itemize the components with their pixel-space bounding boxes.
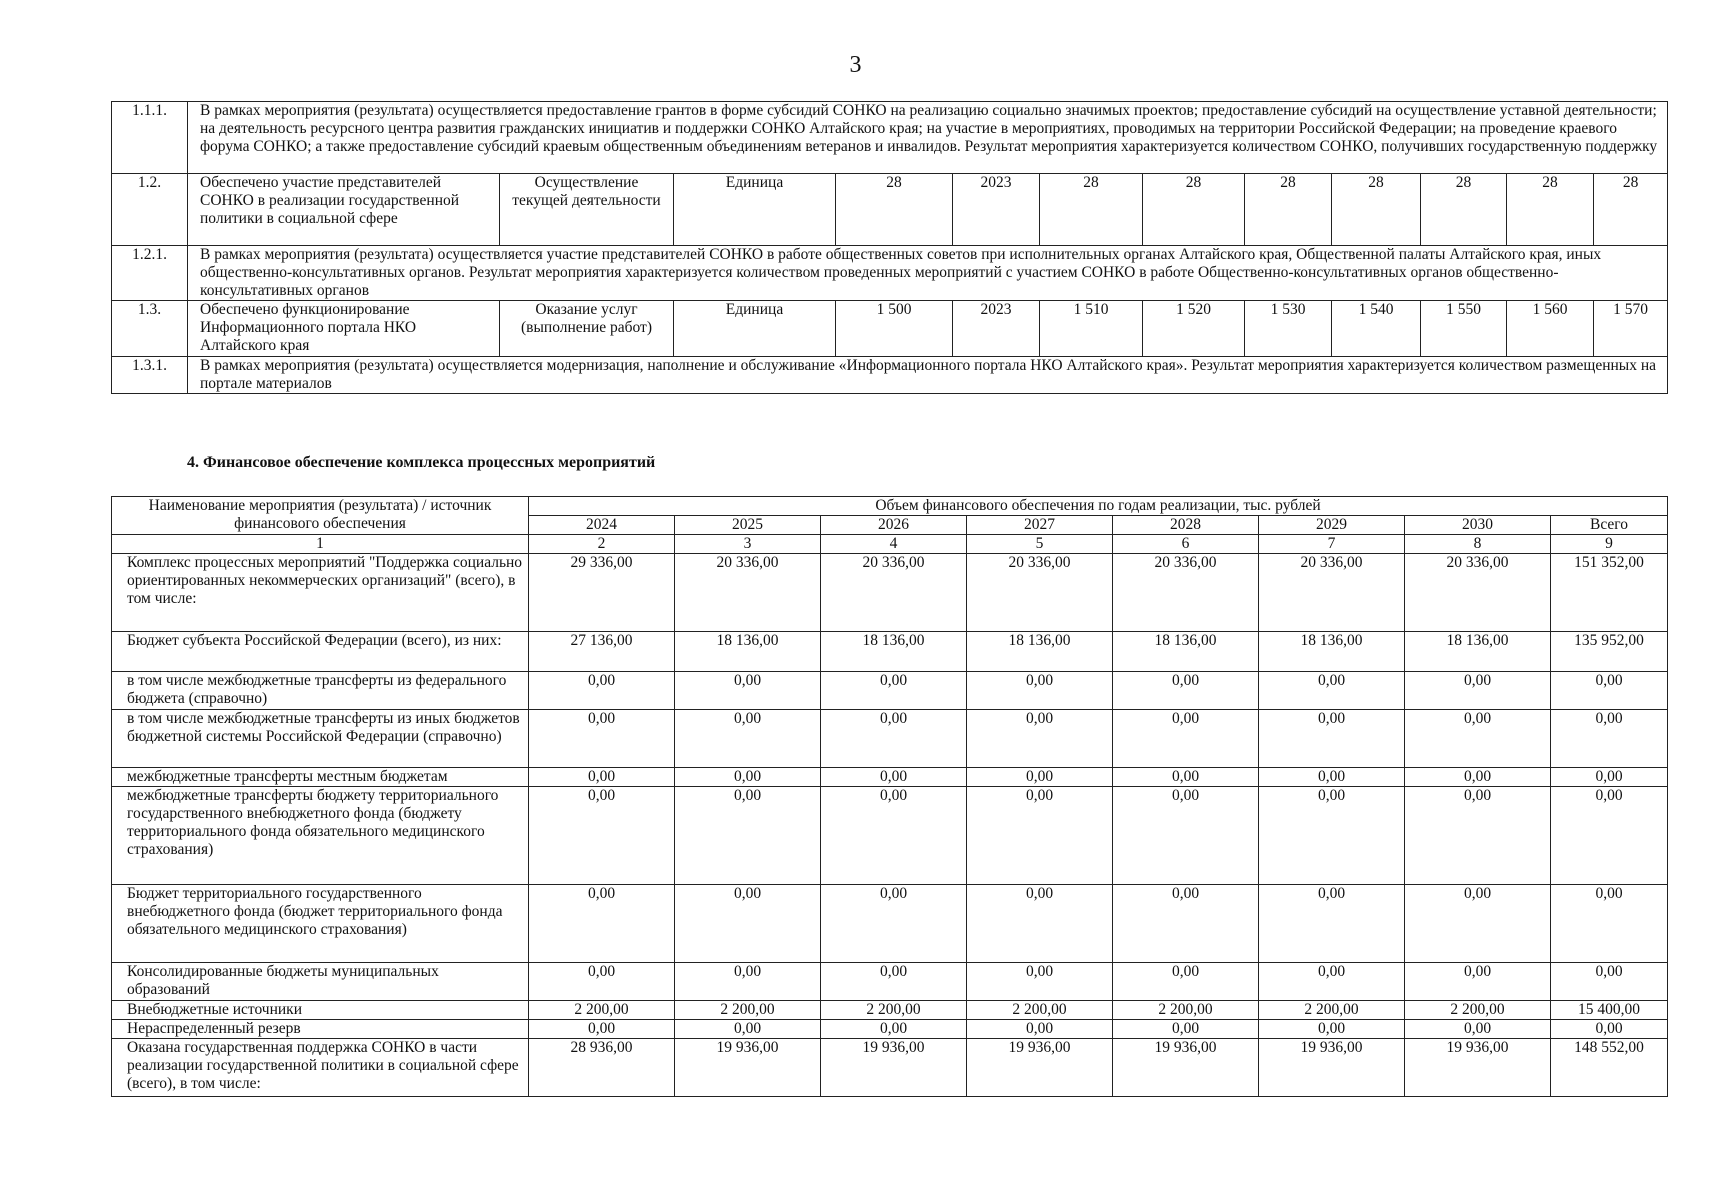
- finance-row: [112, 768, 1668, 787]
- finance-value: 0,00: [529, 710, 675, 768]
- finance-value: 28 936,00: [529, 1039, 675, 1097]
- base-value: 28: [836, 174, 953, 246]
- column-number: 7: [1259, 535, 1405, 554]
- result-type: Осуществление текущей деятельности: [500, 174, 674, 246]
- column-number: 3: [675, 535, 821, 554]
- finance-value: 2 200,00: [1405, 1001, 1551, 1020]
- finance-value: 0,00: [1405, 1020, 1551, 1039]
- finance-value: 0,00: [1551, 787, 1668, 885]
- finance-value: 0,00: [1113, 768, 1259, 787]
- row-description: В рамках мероприятия (результата) осуществляется предоставление грантов в форме субсидий СОНКО на реализацию социально значимых проектов; предоставление субсидий на осуществление уставной деятельности; на деятельность ресурсного центра развития гражданских инициатив и поддержки СОНКО Алтайского края; на участие в мероприятиях, проводимых на территории Российской Федерации; на проведение краевого форума СОНКО; а также предоставление субсидий краевым общественным объединениям ветеранов и инвалидов. Результат мероприятия характеризуется количеством СОНКО, получивших государственную поддержку: [188, 102, 1668, 174]
- year-value: 1 510: [1040, 301, 1143, 357]
- finance-value: 0,00: [1113, 963, 1259, 1001]
- finance-value: 0,00: [1405, 885, 1551, 963]
- finance-row-name: Оказана государственная поддержка СОНКО в части реализации государственной политики в социальной сфере (всего), в том числе:: [112, 1039, 529, 1097]
- finance-value: 19 936,00: [1405, 1039, 1551, 1097]
- finance-value: 0,00: [1113, 1020, 1259, 1039]
- year-value: 1 570: [1594, 301, 1668, 357]
- year-value: 1 560: [1507, 301, 1594, 357]
- finance-value: 0,00: [1551, 768, 1668, 787]
- result-name: Обеспечено функционирование Информационного портала НКО Алтайского края: [188, 301, 500, 357]
- finance-value: 2 200,00: [529, 1001, 675, 1020]
- column-number: 9: [1551, 535, 1668, 554]
- row-number: 1.2.: [112, 174, 188, 246]
- finance-value: 0,00: [821, 963, 967, 1001]
- column-number: 1: [112, 535, 529, 554]
- header-year: 2024: [529, 516, 675, 535]
- header-year: 2028: [1113, 516, 1259, 535]
- section-title: 4. Финансовое обеспечение комплекса процессных мероприятий: [187, 454, 656, 471]
- result-name: Обеспечено участие представителей СОНКО в реализации государственной политики в социальной сфере: [188, 174, 500, 246]
- finance-value: 18 136,00: [1405, 632, 1551, 672]
- result-unit: Единица: [674, 174, 836, 246]
- column-number: 4: [821, 535, 967, 554]
- finance-value: 0,00: [1551, 963, 1668, 1001]
- finance-row-name: межбюджетные трансферты местным бюджетам: [112, 768, 529, 787]
- year-value: 28: [1507, 174, 1594, 246]
- finance-value: 2 200,00: [967, 1001, 1113, 1020]
- finance-value: 18 136,00: [675, 632, 821, 672]
- finance-value: 2 200,00: [1113, 1001, 1259, 1020]
- finance-value: 0,00: [1259, 710, 1405, 768]
- finance-row: [112, 672, 1668, 710]
- finance-value: 151 352,00: [1551, 554, 1668, 632]
- finance-value: 0,00: [529, 963, 675, 1001]
- header-year: 2026: [821, 516, 967, 535]
- finance-value: 20 336,00: [1405, 554, 1551, 632]
- finance-value: 0,00: [1259, 885, 1405, 963]
- finance-value: 18 136,00: [821, 632, 967, 672]
- column-numbers-row: [112, 535, 1668, 554]
- column-number: 5: [967, 535, 1113, 554]
- finance-value: 0,00: [675, 1020, 821, 1039]
- year-value: 28: [1040, 174, 1143, 246]
- result-row: [112, 246, 1668, 301]
- finance-row: [112, 963, 1668, 1001]
- finance-value: 0,00: [1551, 672, 1668, 710]
- header-row-1: [112, 497, 1668, 516]
- finance-value: 0,00: [1259, 963, 1405, 1001]
- finance-value: 0,00: [675, 710, 821, 768]
- header-volume: Объем финансового обеспечения по годам реализации, тыс. рублей: [529, 497, 1668, 516]
- row-description: В рамках мероприятия (результата) осуществляется модернизация, наполнение и обслуживание «Информационного портала НКО Алтайского края». Результат мероприятия характеризуется количеством размещенных на портале материалов: [188, 357, 1668, 394]
- column-number: 2: [529, 535, 675, 554]
- finance-value: 148 552,00: [1551, 1039, 1668, 1097]
- header-year: 2027: [967, 516, 1113, 535]
- finance-value: 0,00: [1405, 672, 1551, 710]
- finance-row: [112, 710, 1668, 768]
- finance-value: 0,00: [1259, 1020, 1405, 1039]
- finance-value: 0,00: [529, 885, 675, 963]
- result-row: [112, 174, 1668, 246]
- finance-row-name: Бюджет территориального государственного внебюджетного фонда (бюджет территориального фонда обязательного медицинского страхования): [112, 885, 529, 963]
- finance-value: 0,00: [1113, 885, 1259, 963]
- finance-value: 2 200,00: [1259, 1001, 1405, 1020]
- header-year: 2025: [675, 516, 821, 535]
- finance-value: 0,00: [967, 885, 1113, 963]
- finance-value: 20 336,00: [967, 554, 1113, 632]
- finance-value: 15 400,00: [1551, 1001, 1668, 1020]
- result-row: [112, 301, 1668, 357]
- finance-row-name: Бюджет субъекта Российской Федерации (всего), из них:: [112, 632, 529, 672]
- finance-value: 2 200,00: [821, 1001, 967, 1020]
- finance-value: 0,00: [1405, 963, 1551, 1001]
- finance-value: 0,00: [675, 768, 821, 787]
- header-year: Всего: [1551, 516, 1668, 535]
- row-number: 1.1.1.: [112, 102, 188, 174]
- header-year: 2030: [1405, 516, 1551, 535]
- finance-value: 0,00: [675, 787, 821, 885]
- finance-value: 0,00: [1551, 885, 1668, 963]
- finance-value: 0,00: [967, 787, 1113, 885]
- finance-value: 0,00: [1113, 672, 1259, 710]
- row-number: 1.3.: [112, 301, 188, 357]
- year-value: 28: [1143, 174, 1245, 246]
- finance-value: 18 136,00: [1259, 632, 1405, 672]
- result-row: [112, 102, 1668, 174]
- finance-value: 20 336,00: [1259, 554, 1405, 632]
- year-value: 1 520: [1143, 301, 1245, 357]
- finance-value: 18 136,00: [967, 632, 1113, 672]
- finance-value: 19 936,00: [1259, 1039, 1405, 1097]
- finance-row: [112, 1020, 1668, 1039]
- finance-value: 2 200,00: [675, 1001, 821, 1020]
- finance-value: 0,00: [821, 1020, 967, 1039]
- year-value: 1 540: [1332, 301, 1421, 357]
- finance-value: 20 336,00: [1113, 554, 1259, 632]
- finance-row: [112, 885, 1668, 963]
- finance-value: 0,00: [1551, 710, 1668, 768]
- finance-value: 0,00: [675, 885, 821, 963]
- finance-value: 0,00: [1405, 710, 1551, 768]
- finance-value: 0,00: [1113, 710, 1259, 768]
- finance-row: [112, 787, 1668, 885]
- finance-value: 18 136,00: [1113, 632, 1259, 672]
- finance-value: 19 936,00: [967, 1039, 1113, 1097]
- header-year: 2029: [1259, 516, 1405, 535]
- finance-value: 0,00: [529, 672, 675, 710]
- year-value: 1 550: [1421, 301, 1507, 357]
- finance-value: 0,00: [529, 768, 675, 787]
- finance-row-name: Нераспределенный резерв: [112, 1020, 529, 1039]
- finance-row: [112, 1039, 1668, 1097]
- finance-row: [112, 554, 1668, 632]
- row-description: В рамках мероприятия (результата) осуществляется участие представителей СОНКО в работе общественных советов при исполнительных органах Алтайского края, Общественной палаты Алтайского края, иных общественно-консультативных органов. Результат мероприятия характеризуется количеством проведенных мероприятий с участием СОНКО в работе Общественно-консультативных органов общественно-консультативных органов: [188, 246, 1668, 301]
- finance-row-name: Комплекс процессных мероприятий "Поддержка социально ориентированных некоммерческих организаций" (всего), в том числе:: [112, 554, 529, 632]
- finance-row: [112, 1001, 1668, 1020]
- row-number: 1.2.1.: [112, 246, 188, 301]
- base-year: 2023: [953, 174, 1040, 246]
- finance-row-name: в том числе межбюджетные трансферты из иных бюджетов бюджетной системы Российской Федерации (справочно): [112, 710, 529, 768]
- finance-value: 0,00: [967, 710, 1113, 768]
- finance-value: 29 336,00: [529, 554, 675, 632]
- column-number: 8: [1405, 535, 1551, 554]
- result-type: Оказание услуг (выполнение работ): [500, 301, 674, 357]
- finance-value: 0,00: [967, 963, 1113, 1001]
- finance-value: 19 936,00: [821, 1039, 967, 1097]
- finance-value: 0,00: [529, 787, 675, 885]
- finance-value: 27 136,00: [529, 632, 675, 672]
- results-table: [111, 101, 1668, 394]
- year-value: 28: [1594, 174, 1668, 246]
- base-year: 2023: [953, 301, 1040, 357]
- row-number: 1.3.1.: [112, 357, 188, 394]
- finance-value: 20 336,00: [675, 554, 821, 632]
- finance-value: 0,00: [821, 710, 967, 768]
- finance-value: 0,00: [967, 1020, 1113, 1039]
- finance-value: 0,00: [967, 768, 1113, 787]
- year-value: 1 530: [1245, 301, 1332, 357]
- finance-value: 0,00: [529, 1020, 675, 1039]
- finance-value: 0,00: [1551, 1020, 1668, 1039]
- finance-row-name: Внебюджетные источники: [112, 1001, 529, 1020]
- finance-row-name: в том числе межбюджетные трансферты из федерального бюджета (справочно): [112, 672, 529, 710]
- finance-row-name: Консолидированные бюджеты муниципальных образований: [112, 963, 529, 1001]
- year-value: 28: [1332, 174, 1421, 246]
- finance-value: 0,00: [821, 672, 967, 710]
- finance-value: 0,00: [1259, 787, 1405, 885]
- finance-value: 135 952,00: [1551, 632, 1668, 672]
- column-number: 6: [1113, 535, 1259, 554]
- finance-value: 0,00: [821, 885, 967, 963]
- finance-value: 0,00: [675, 963, 821, 1001]
- year-value: 28: [1245, 174, 1332, 246]
- finance-row: [112, 632, 1668, 672]
- finance-value: 0,00: [1259, 768, 1405, 787]
- result-unit: Единица: [674, 301, 836, 357]
- finance-value: 19 936,00: [1113, 1039, 1259, 1097]
- page-number: 3: [849, 52, 862, 78]
- result-row: [112, 357, 1668, 394]
- finance-value: 0,00: [967, 672, 1113, 710]
- finance-value: 0,00: [1405, 768, 1551, 787]
- finance-value: 0,00: [1113, 787, 1259, 885]
- finance-value: 0,00: [1405, 787, 1551, 885]
- year-value: 28: [1421, 174, 1507, 246]
- finance-row-name: межбюджетные трансферты бюджету территориального государственного внебюджетного фонда (бюджету территориального фонда обязательного медицинского страхования): [112, 787, 529, 885]
- finance-table: [111, 496, 1668, 1097]
- finance-value: 0,00: [1259, 672, 1405, 710]
- finance-value: 19 936,00: [675, 1039, 821, 1097]
- header-name: Наименование мероприятия (результата) / источник финансового обеспечения: [112, 497, 529, 535]
- base-value: 1 500: [836, 301, 953, 357]
- finance-value: 0,00: [821, 787, 967, 885]
- finance-value: 20 336,00: [821, 554, 967, 632]
- finance-value: 0,00: [821, 768, 967, 787]
- finance-value: 0,00: [675, 672, 821, 710]
